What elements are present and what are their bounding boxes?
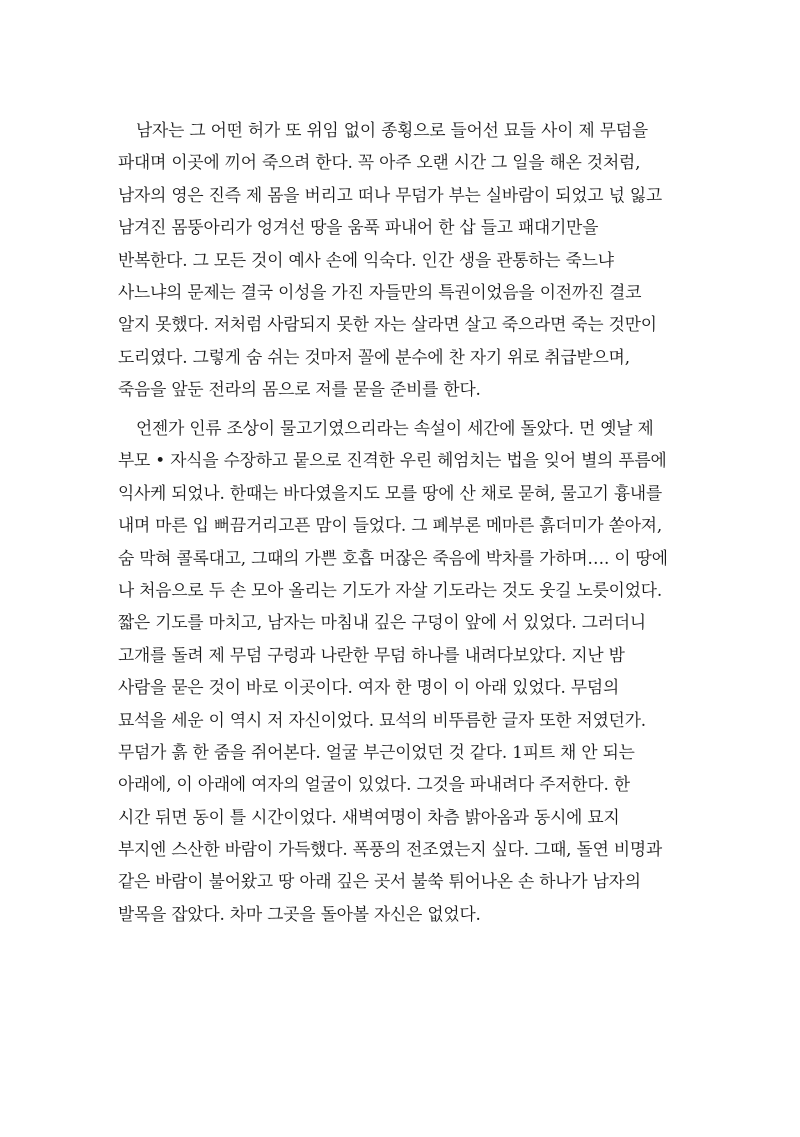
paragraph-1 — [118, 114, 698, 406]
text-line: 반복한다. 그 모든 것이 예사 손에 익숙다. 인간 생을 관통하는 죽느냐 — [118, 249, 614, 270]
text-line: 파대며 이곳에 끼어 죽으려 한다. 꼭 아주 오랜 시간 그 일을 해온 것처럼, — [118, 152, 641, 173]
text-line: 아래에, 이 아래에 여자의 얼굴이 있었다. 그것을 파내려다 주저한다. 한 — [118, 774, 630, 795]
text-line: 알지 못했다. 저처럼 사람되지 못한 자는 살라면 살고 죽으라면 죽는 것만이 — [118, 314, 657, 335]
text-line: 사람을 묻은 것이 바로 이곳이다. 여자 한 명이 이 아래 있었다. 무덤의 — [118, 677, 620, 698]
text-line: 부모 • 자식을 수장하고 뭍으로 진격한 우린 헤엄치는 법을 잊어 별의 푸름에 — [118, 450, 667, 471]
text-line: 같은 바람이 불어왔고 땅 아래 깊은 곳서 불쑥 튀어나온 손 하나가 남자의 — [118, 871, 641, 892]
paragraph-2 — [118, 412, 698, 930]
text-line: 사느냐의 문제는 결국 이성을 가진 자들만의 특권이었음을 이전까진 결코 — [118, 281, 642, 302]
text-line: 남자의 영은 진즉 제 몸을 버리고 떠나 무덤가 부는 실바람이 되었고 넋 잃고 — [118, 184, 663, 205]
text-line: 짧은 기도를 마치고, 남자는 마침내 깊은 구덩이 앞에 서 있었다. 그러더니 — [118, 612, 646, 633]
text-line: 부지엔 스산한 바람이 가득했다. 폭풍의 전조였는지 싶다. 그때, 돌연 비명과 — [118, 839, 663, 860]
text-line: 고개를 돌려 제 무덤 구렁과 나란한 무덤 하나를 내려다보았다. 지난 밤 — [118, 644, 625, 665]
text-line: 죽음을 앞둔 전라의 몸으로 저를 묻을 준비를 한다. — [118, 379, 481, 400]
text-line: 언젠가 인류 조상이 물고기였으리라는 속설이 세간에 돌았다. 먼 옛날 제 — [136, 418, 654, 438]
text-line: 나 처음으로 두 손 모아 올리는 기도가 자살 기도라는 것도 웃길 노릇이었다. — [118, 579, 663, 600]
text-line: 내며 마른 입 뻐끔거리고픈 맘이 들었다. 그 폐부론 메마른 흙더미가 쏟아져, — [118, 515, 663, 536]
text-line: 발목을 잡았다. 차마 그곳을 돌아볼 자신은 없었다. — [118, 903, 481, 924]
text-line: 남자는 그 어떤 허가 또 위임 없이 종횡으로 들어선 묘들 사이 제 무덤을 — [136, 120, 648, 140]
text-line: 남겨진 몸뚱아리가 엉겨선 땅을 움푹 파내어 한 삽 들고 패대기만을 — [118, 217, 599, 238]
text-line: 시간 뒤면 동이 틀 시간이었다. 새벽여명이 차츰 밝아옴과 동시에 묘지 — [118, 806, 620, 827]
text-line: 익사케 되었나. 한때는 바다였을지도 모를 땅에 산 채로 묻혀, 물고기 흉내를 — [118, 482, 663, 503]
text-line: 숨 막혀 콜록대고, 그때의 가쁜 호흡 머잖은 죽음에 박차를 가하며…. 이 땅에 — [118, 547, 668, 568]
text-line: 무덤가 흙 한 줌을 쥐어본다. 얼굴 부근이었던 것 같다. 1피트 채 안 되는 — [118, 741, 635, 762]
text-line: 도리였다. 그렇게 숨 쉬는 것마저 꼴에 분수에 찬 자기 위로 취급받으며, — [118, 346, 630, 367]
text-line: 묘석을 세운 이 역시 저 자신이었다. 묘석의 비뚜름한 글자 또한 저였던가. — [118, 709, 646, 730]
